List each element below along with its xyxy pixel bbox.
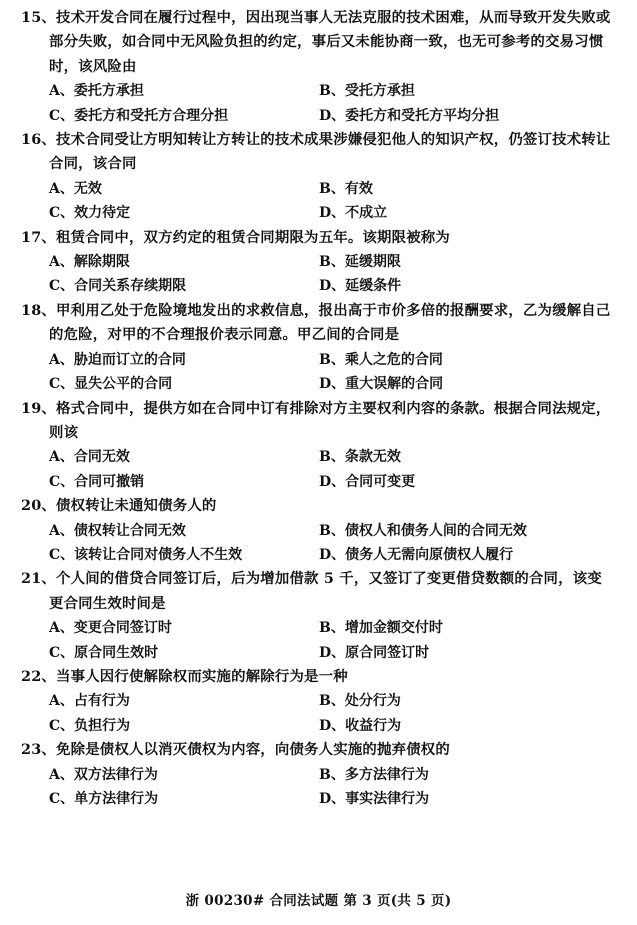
question-21 — [0, 567, 637, 665]
option-a: A、双方法律行为 — [49, 766, 158, 783]
option-c: C、显失公平的合同 — [49, 376, 173, 393]
question-17 — [0, 226, 637, 299]
question-stem: 22、当事人因行使解除权而实施的解除行为是一种 — [21, 667, 348, 685]
question-stem: 23、免除是债权人以消灭债权为内容，向债务人实施的抛弃债权的 — [21, 741, 450, 759]
option-d: D、事实法律行为 — [319, 791, 430, 807]
option-b: B、延缓期限 — [319, 254, 401, 271]
option-b: B、条款无效 — [319, 449, 401, 466]
option-b: B、多方法律行为 — [319, 766, 429, 783]
question-16 — [0, 128, 637, 226]
option-b: B、乘人之危的合同 — [319, 351, 443, 368]
option-grid — [49, 177, 637, 226]
option-a: A、无效 — [49, 180, 102, 197]
option-d: D、债务人无需向原债权人履行 — [319, 546, 514, 563]
option-d: D、委托方和受托方平均分担 — [319, 107, 500, 124]
option-a: A、合同无效 — [49, 449, 130, 466]
question-19 — [0, 397, 637, 495]
option-b: B、债权人和债务人间的合同无效 — [319, 522, 527, 539]
question-20 — [0, 494, 637, 567]
question-stem: 18、甲利用乙处于危险境地发出的求救信息，报出高于市价多倍的报酬要求，乙为缓解自己的危险，对甲的不合理报价表示同意。甲乙间的合同是 — [21, 301, 611, 344]
option-c: C、单方法律行为 — [49, 791, 159, 807]
option-c: C、该转让合同对债务人不生效 — [49, 546, 243, 563]
option-d: D、重大误解的合同 — [319, 376, 444, 393]
option-c: C、原合同生效时 — [49, 644, 159, 661]
option-grid — [49, 616, 637, 665]
option-a: A、解除期限 — [49, 254, 130, 271]
question-22 — [0, 665, 637, 738]
option-d: D、延缓条件 — [319, 278, 402, 295]
option-d: D、不成立 — [319, 205, 388, 222]
option-grid — [49, 519, 637, 568]
question-stem: 21、个人间的借贷合同签订后，后为增加借款 5 千，又签订了变更借贷数额的合同，该变更合同生效时间是 — [21, 570, 602, 612]
option-grid — [49, 689, 637, 738]
question-stem: 17、租赁合同中，双方约定的租赁合同期限为五年。该期限被称为 — [21, 228, 450, 246]
option-a: A、债权转让合同无效 — [49, 522, 186, 539]
page-footer: 浙 00230# 合同法试题 第 3 页(共 5 页) — [185, 893, 452, 909]
option-grid — [49, 763, 637, 812]
option-b: B、受托方承担 — [319, 83, 415, 100]
option-grid — [49, 250, 637, 299]
question-list — [0, 6, 637, 811]
option-grid — [49, 79, 637, 128]
question-15 — [0, 6, 637, 128]
question-stem: 20、债权转让未通知债务人的 — [21, 497, 217, 515]
question-18 — [0, 299, 637, 397]
question-stem: 16、技术合同受让方明知转让方转让的技术成果涉嫌侵犯他人的知识产权，仍签订技术转让合同，该合同 — [21, 131, 611, 173]
option-d: D、收益行为 — [319, 717, 402, 734]
option-grid — [49, 445, 637, 494]
option-b: B、增加金额交付时 — [319, 620, 443, 637]
option-a: A、委托方承担 — [49, 83, 144, 100]
option-d: D、原合同签订时 — [319, 644, 430, 661]
option-a: A、胁迫而订立的合同 — [49, 351, 186, 368]
option-c: C、负担行为 — [49, 717, 131, 734]
option-grid — [49, 348, 637, 397]
option-a: A、变更合同签订时 — [49, 620, 172, 637]
option-a: A、占有行为 — [49, 693, 130, 710]
option-b: B、有效 — [319, 180, 373, 197]
question-stem: 15、技术开发合同在履行过程中，因出现当事人无法克服的技术困难，从而导致开发失败或部分失败，如合同中无风险负担的约定，事后又未能协商一致，也无可参考的交易习惯时，该风险由 — [21, 9, 611, 75]
option-d: D、合同可变更 — [319, 473, 416, 490]
option-c: C、合同关系存续期限 — [49, 278, 187, 295]
option-b: B、处分行为 — [319, 693, 401, 710]
question-23 — [0, 738, 637, 811]
question-stem: 19、格式合同中，提供方如在合同中订有排除对方主要权利内容的条款。根据合同法规定，则该 — [21, 399, 611, 441]
option-c: C、合同可撤销 — [49, 473, 145, 490]
option-c: C、效力待定 — [49, 205, 131, 222]
option-c: C、委托方和受托方合理分担 — [49, 107, 229, 124]
